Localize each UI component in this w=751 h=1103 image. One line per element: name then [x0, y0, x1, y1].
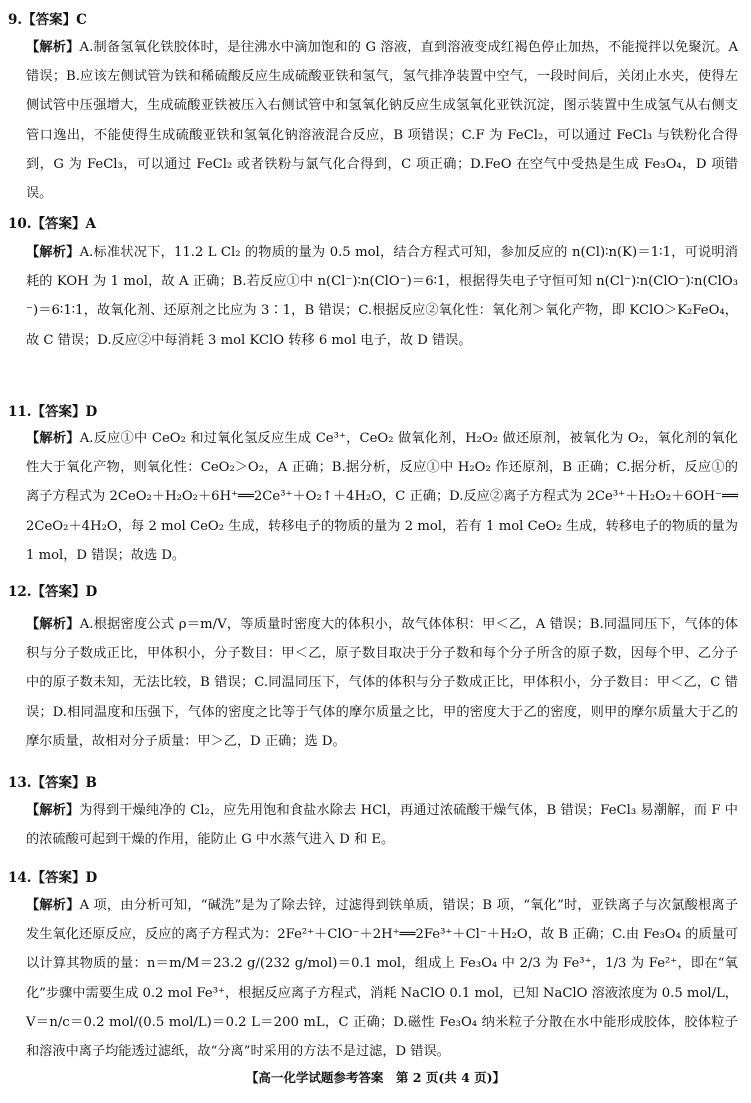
explanation-q10 — [26, 238, 738, 355]
analysis-tag: 【解析】 — [26, 803, 80, 818]
answer-heading-q14: 14.【答案】D — [8, 870, 98, 886]
answer-heading-q10: 10.【答案】A — [8, 216, 96, 232]
explanation-text-q11: A.反应①中 CeO₂ 和过氧化氢反应生成 Ce³⁺，CeO₂ 做氧化剂，H₂O₂ 做还原剂，被氧化为 O₂，氧化剂的氧化性大于氧化产物，则氧化性：CeO₂＞O₂，A 正确；B.据分析，反应①中 H₂O₂ 作还原剂，B 正确；C.据分析，反应①的离子方程式为 2CeO₂＋H₂O₂＋6H⁺══2Ce³⁺＋O₂↑＋4H₂O，C 正确；D.反应②离子方程式为 2Ce³⁺＋H₂O₂＋6OH⁻══2CeO₂＋4H₂O，每 2 mol CeO₂ 生成，转移电子的物质的量为 2 mol，若有 1 mol CeO₂ 生成，转移电子的物质的量为 1 mol，D 错误；故选 D。 — [26, 431, 738, 563]
answer-heading-q11: 11.【答案】D — [8, 404, 98, 420]
explanation-text-q13: 为得到干燥纯净的 Cl₂，应先用饱和食盐水除去 HCl，再通过浓硫酸干燥气体，B 错误；FeCl₃ 易潮解，而 F 中的浓硫酸可起到干燥的作用，能防止 G 中水蒸气进入 D 和 E。 — [26, 803, 738, 848]
explanation-q14 — [26, 891, 738, 1066]
explanation-text-q12: A.根据密度公式 ρ＝m/V，等质量时密度大的体积小，故气体体积：甲＜乙，A 错误；B.同温同压下，气体的体积与分子数成正比，甲体积小，分子数目：甲＜乙，原子数目取决于分子数和每个分子所含的原子数，因每个甲、乙分子中的原子数未知，无法比较，B 错误；C.同温同压下，气体的体积与分子数成正比，甲体积小，分子数目：甲＜乙，C 错误；D.相同温度和压强下，气体的密度之比等于气体的摩尔质量之比，甲的密度大于乙的密度，则甲的摩尔质量大于乙的摩尔质量，故相对分子质量：甲＞乙，D 正确；选 D。 — [26, 617, 738, 749]
answer-heading-q13: 13.【答案】B — [8, 775, 97, 791]
explanation-q13 — [26, 796, 738, 854]
explanation-q12 — [26, 610, 738, 756]
analysis-tag: 【解析】 — [26, 431, 80, 446]
explanation-text-q10: A.标准状况下，11.2 L Cl₂ 的物质的量为 0.5 mol，结合方程式可知，参加反应的 n(Cl)∶n(K)＝1∶1，可说明消耗的 KOH 为 1 mol，故 A 正确；B.若反应①中 n(Cl⁻)∶n(ClO⁻)＝6∶1，根据得失电子守恒可知 n(Cl⁻)∶n(ClO⁻)∶n(ClO₃⁻)＝6∶1∶1，故氧化剂、还原剂之比应为 3∶1，B 错误；C.根据反应②氧化性：氧化剂＞氧化产物，即 KClO＞K₂FeO₄，故 C 错误；D.反应②中每消耗 3 mol KClO 转移 6 mol 电子，故 D 错误。 — [26, 245, 738, 348]
explanation-q9 — [26, 33, 738, 208]
answer-heading-q9: 9.【答案】C — [8, 12, 87, 28]
analysis-tag: 【解析】 — [26, 617, 80, 632]
explanation-text-q9: A.制备氢氧化铁胶体时，是往沸水中滴加饱和的 G 溶液，直到溶液变成红褐色停止加热，不能搅拌以免聚沉。A 错误；B.应该左侧试管为铁和稀硫酸反应生成硫酸亚铁和氢气，氢气排净装置中空气，一段时间后，关闭止水夹，使得左侧试管中压强增大，生成硫酸亚铁被压入右侧试管中和氢氧化钠反应生成氢氧化亚铁沉淀，图示装置中生成氢气从右侧支管口逸出，不能使得生成硫酸亚铁和氢氧化钠溶液混合反应，B 项错误；C.F 为 FeCl₂，可以通过 FeCl₃ 与铁粉化合得到，G 为 FeCl₃，可以通过 FeCl₂ 或者铁粉与氯气化合得到，C 项正确；D.FeO 在空气中受热是生成 Fe₃O₄，D 项错误。 — [26, 40, 739, 202]
explanation-text-q14: A 项，由分析可知，“碱洗”是为了除去锌，过滤得到铁单质，错误；B 项，“氧化”时，亚铁离子与次氯酸根离子发生氧化还原反应，反应的离子方程式为：2Fe²⁺＋ClO⁻＋2H⁺══2Fe³⁺＋Cl⁻＋H₂O，故 B 正确；C.由 Fe₃O₄ 的质量可以计算其物质的量：n＝m/M＝23.2 g/(232 g/mol)＝0.1 mol，组成上 Fe₃O₄ 中 2/3 为 Fe³⁺，1/3 为 Fe²⁺，即在“氧化”步骤中需要生成 0.2 mol Fe³⁺，根据反应离子方程式，消耗 NaClO 0.1 mol，已知 NaClO 溶液浓度为 0.5 mol/L，V＝n/c＝0.2 mol/(0.5 mol/L)＝0.2 L＝200 mL，C 正确；D.磁性 Fe₃O₄ 纳米粒子分散在水中能形成胶体，胶体粒子和溶液中离子均能透过滤纸，故“分离”时采用的方法不是过滤，D 错误。 — [26, 898, 739, 1060]
page-footer: 【高一化学试题参考答案 第 2 页(共 4 页)】 — [245, 1070, 506, 1085]
analysis-tag: 【解析】 — [26, 40, 80, 55]
analysis-tag: 【解析】 — [26, 898, 80, 913]
analysis-tag: 【解析】 — [26, 245, 80, 260]
answer-heading-q12: 12.【答案】D — [8, 584, 98, 600]
explanation-q11 — [26, 424, 738, 570]
